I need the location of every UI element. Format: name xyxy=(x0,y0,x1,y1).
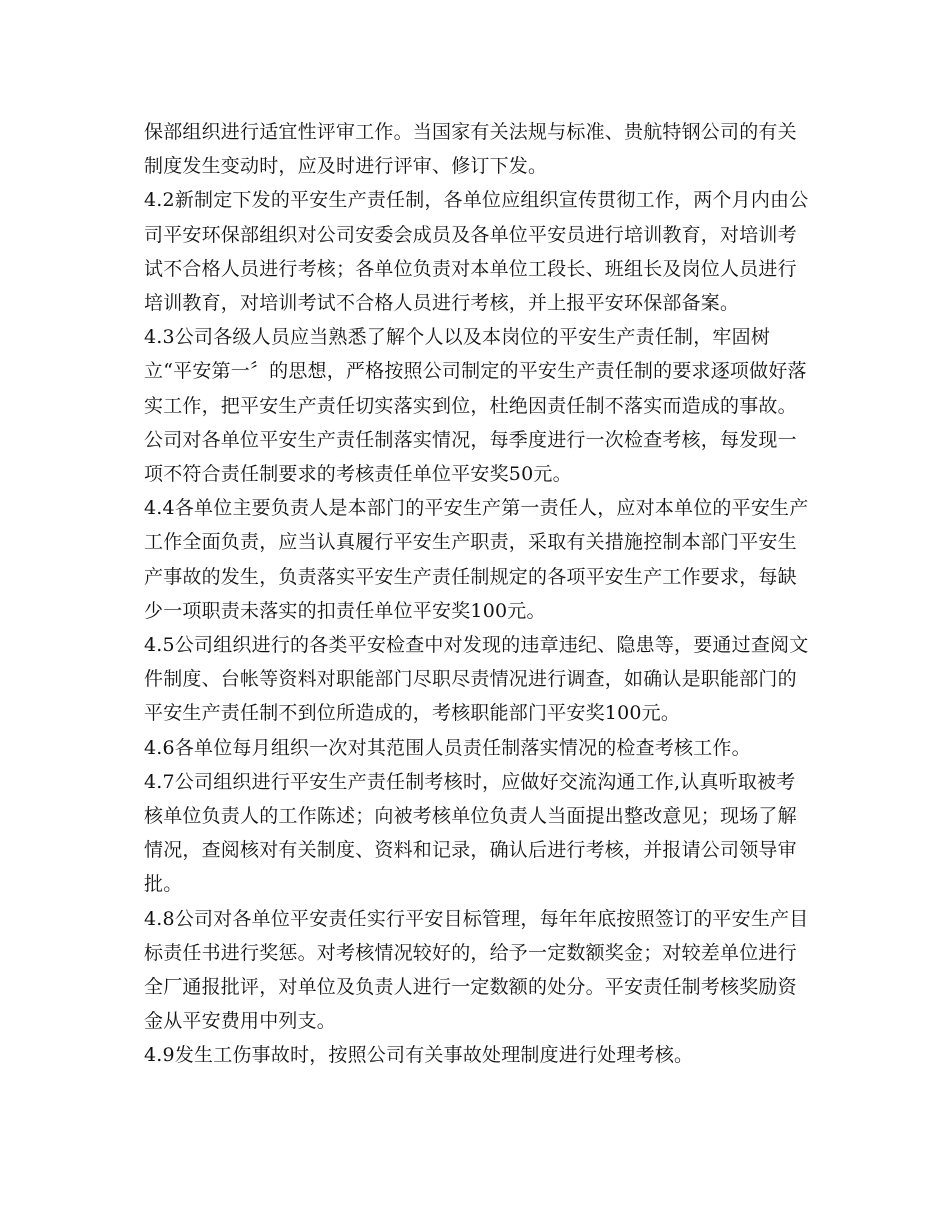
paragraph-4-8: 4.8公司对各单位平安责任实行平安目标管理，每年年底按照签订的平安生产目标责任书进行奖惩。对考核情况较好的，给予一定数额奖金；对较差单位进行全厂通报批评，对单位及负责人进行一定数额的处分。平安责任制考核奖励资金从平安费用中列支。 xyxy=(144,907,809,1033)
paragraph-continuation: 保部组织进行适宜性评审工作。当国家有关法规与标准、贵航特钢公司的有关制度发生变动时，应及时进行评审、修订下发。 xyxy=(144,121,797,178)
document-body xyxy=(144,115,812,1073)
paragraph-4-6: 4.6各单位每月组织一次对其范围人员责任制落实情况的检查考核工作。 xyxy=(144,736,751,759)
paragraph-4-4: 4.4各单位主要负责人是本部门的平安生产第一责任人，应对本单位的平安生产工作全面负责，应当认真履行平安生产职责，采取有关措施控制本部门平安生产事故的发生，负责落实平安生产责任制规定的各项平安生产工作要求，每缺少一项职责未落实的扣责任单位平安奖100元。 xyxy=(144,497,809,622)
paragraph-4-3: 4.3公司各级人员应当熟悉了解个人以及本岗位的平安生产责任制，牢固树立“平安第一〞的思想，严格按照公司制定的平安生产责任制的要求逐项做好落实工作，把平安生产责任切实落实到位，杜绝因责任制不落实而造成的事故。公司对各单位平安生产责任制落实情况，每季度进行一次检查考核，每发现一项不符合责任制要求的考核责任单位平安奖50元。 xyxy=(144,326,807,486)
paragraph-4-5: 4.5公司组织进行的各类平安检查中对发现的违章违纪、隐患等，要通过查阅文件制度、台帐等资料对职能部门尽职尽责情况进行调查，如确认是职能部门的平安生产责任制不到位所造成的，考核职能部门平安奖100元。 xyxy=(144,634,809,725)
paragraph-4-7: 4.7公司组织进行平安生产责任制考核时，应做好交流沟通工作,认真听取被考核单位负责人的工作陈述；向被考核单位负责人当面提出整改意见；现场了解情况，查阅核对有关制度、资料和记录，确认后进行考核，并报请公司领导审批。 xyxy=(144,770,797,896)
paragraph-4-9: 4.9发生工伤事故时，按照公司有关事故处理制度进行处理考核。 xyxy=(144,1044,694,1067)
paragraph-4-2: 4.2新制定下发的平安生产责任制，各单位应组织宣传贯彻工作，两个月内由公司平安环保部组织对公司安委会成员及各单位平安员进行培训教育，对培训考试不合格人员进行考核；各单位负责对本单位工段长、班组长及岗位人员进行培训教育，对培训考试不合格人员进行考核，并上报平安环保部备案。 xyxy=(144,189,809,315)
